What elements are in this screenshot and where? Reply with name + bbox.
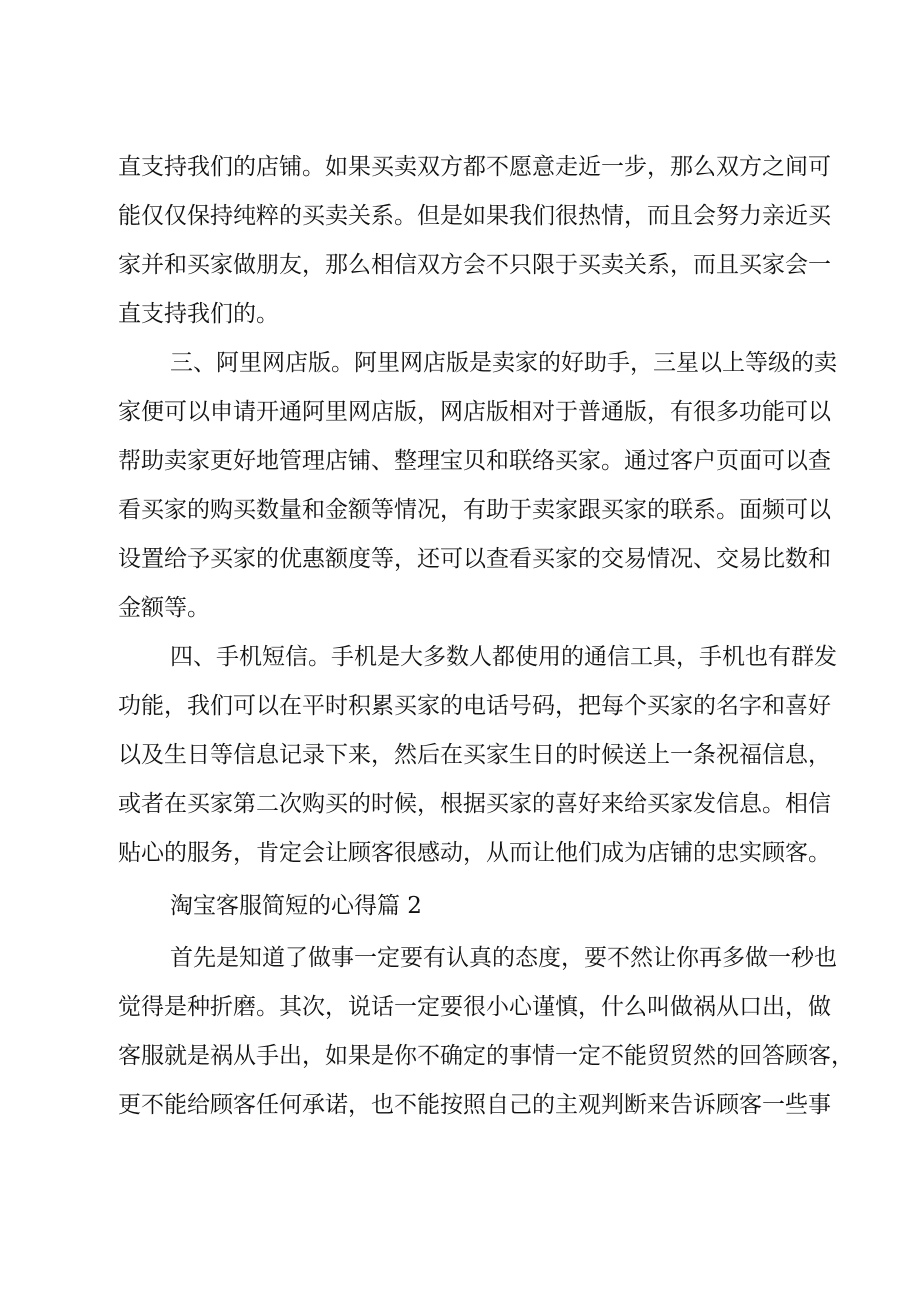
text-line: 功能，我们可以在平时积累买家的电话号码，把每个买家的名字和喜好 — [118, 693, 831, 719]
text-line: 三、阿里网店版。阿里网店版是卖家的好助手，三星以上等级的卖 — [170, 350, 837, 376]
text-line: 设置给予买家的优惠额度等，还可以查看买家的交易情况、交易比数和 — [118, 546, 831, 572]
text-line: 四、手机短信。手机是大多数人都使用的通信工具，手机也有群发 — [170, 644, 837, 670]
text-line: 以及生日等信息记录下来，然后在买家生日的时候送上一条祝福信息， — [118, 742, 831, 768]
text-line: 贴心的服务，肯定会让顾客很感动，从而让他们成为店铺的忠实顾客。 — [118, 840, 831, 866]
text-line: 更不能给顾客任何承诺，也不能按照自己的主观判断来告诉顾客一些事 — [118, 1092, 831, 1118]
text-line: 直支持我们的店铺。如果买卖双方都不愿意走近一步，那么双方之间可 — [118, 154, 831, 180]
heading-text: 淘宝客服简短的心得篇 2 — [170, 893, 422, 919]
paragraph-4 — [118, 934, 854, 1130]
paragraph-1 — [118, 143, 838, 339]
text-line: 能仅仅保持纯粹的买卖关系。但是如果我们很热情，而且会努力亲近买 — [118, 203, 831, 229]
paragraph-3 — [118, 633, 838, 878]
document-body — [118, 143, 854, 1130]
text-line: 直支持我们的。 — [118, 301, 279, 327]
text-line: 金额等。 — [118, 595, 210, 621]
text-line: 帮助卖家更好地管理店铺、整理宝贝和联络买家。通过客户页面可以查 — [118, 448, 831, 474]
text-line: 家并和买家做朋友，那么相信双方会不只限于买卖关系，而且买家会一 — [118, 252, 831, 278]
text-line: 客服就是祸从手出，如果是你不确定的事情一定不能贸贸然的回答顾客， — [118, 1043, 854, 1069]
text-line: 看买家的购买数量和金额等情况，有助于卖家跟买家的联系。面频可以 — [118, 497, 831, 523]
text-line: 或者在买家第二次购买的时候，根据买家的喜好来给买家发信息。相信 — [118, 791, 831, 817]
section-heading — [118, 878, 838, 934]
text-line: 首先是知道了做事一定要有认真的态度，要不然让你再多做一秒也 — [170, 945, 837, 971]
paragraph-2 — [118, 339, 838, 633]
text-line: 觉得是种折磨。其次，说话一定要很小心谨慎，什么叫做祸从口出，做 — [118, 994, 831, 1020]
text-line: 家便可以申请开通阿里网店版，网店版相对于普通版，有很多功能可以 — [118, 399, 831, 425]
